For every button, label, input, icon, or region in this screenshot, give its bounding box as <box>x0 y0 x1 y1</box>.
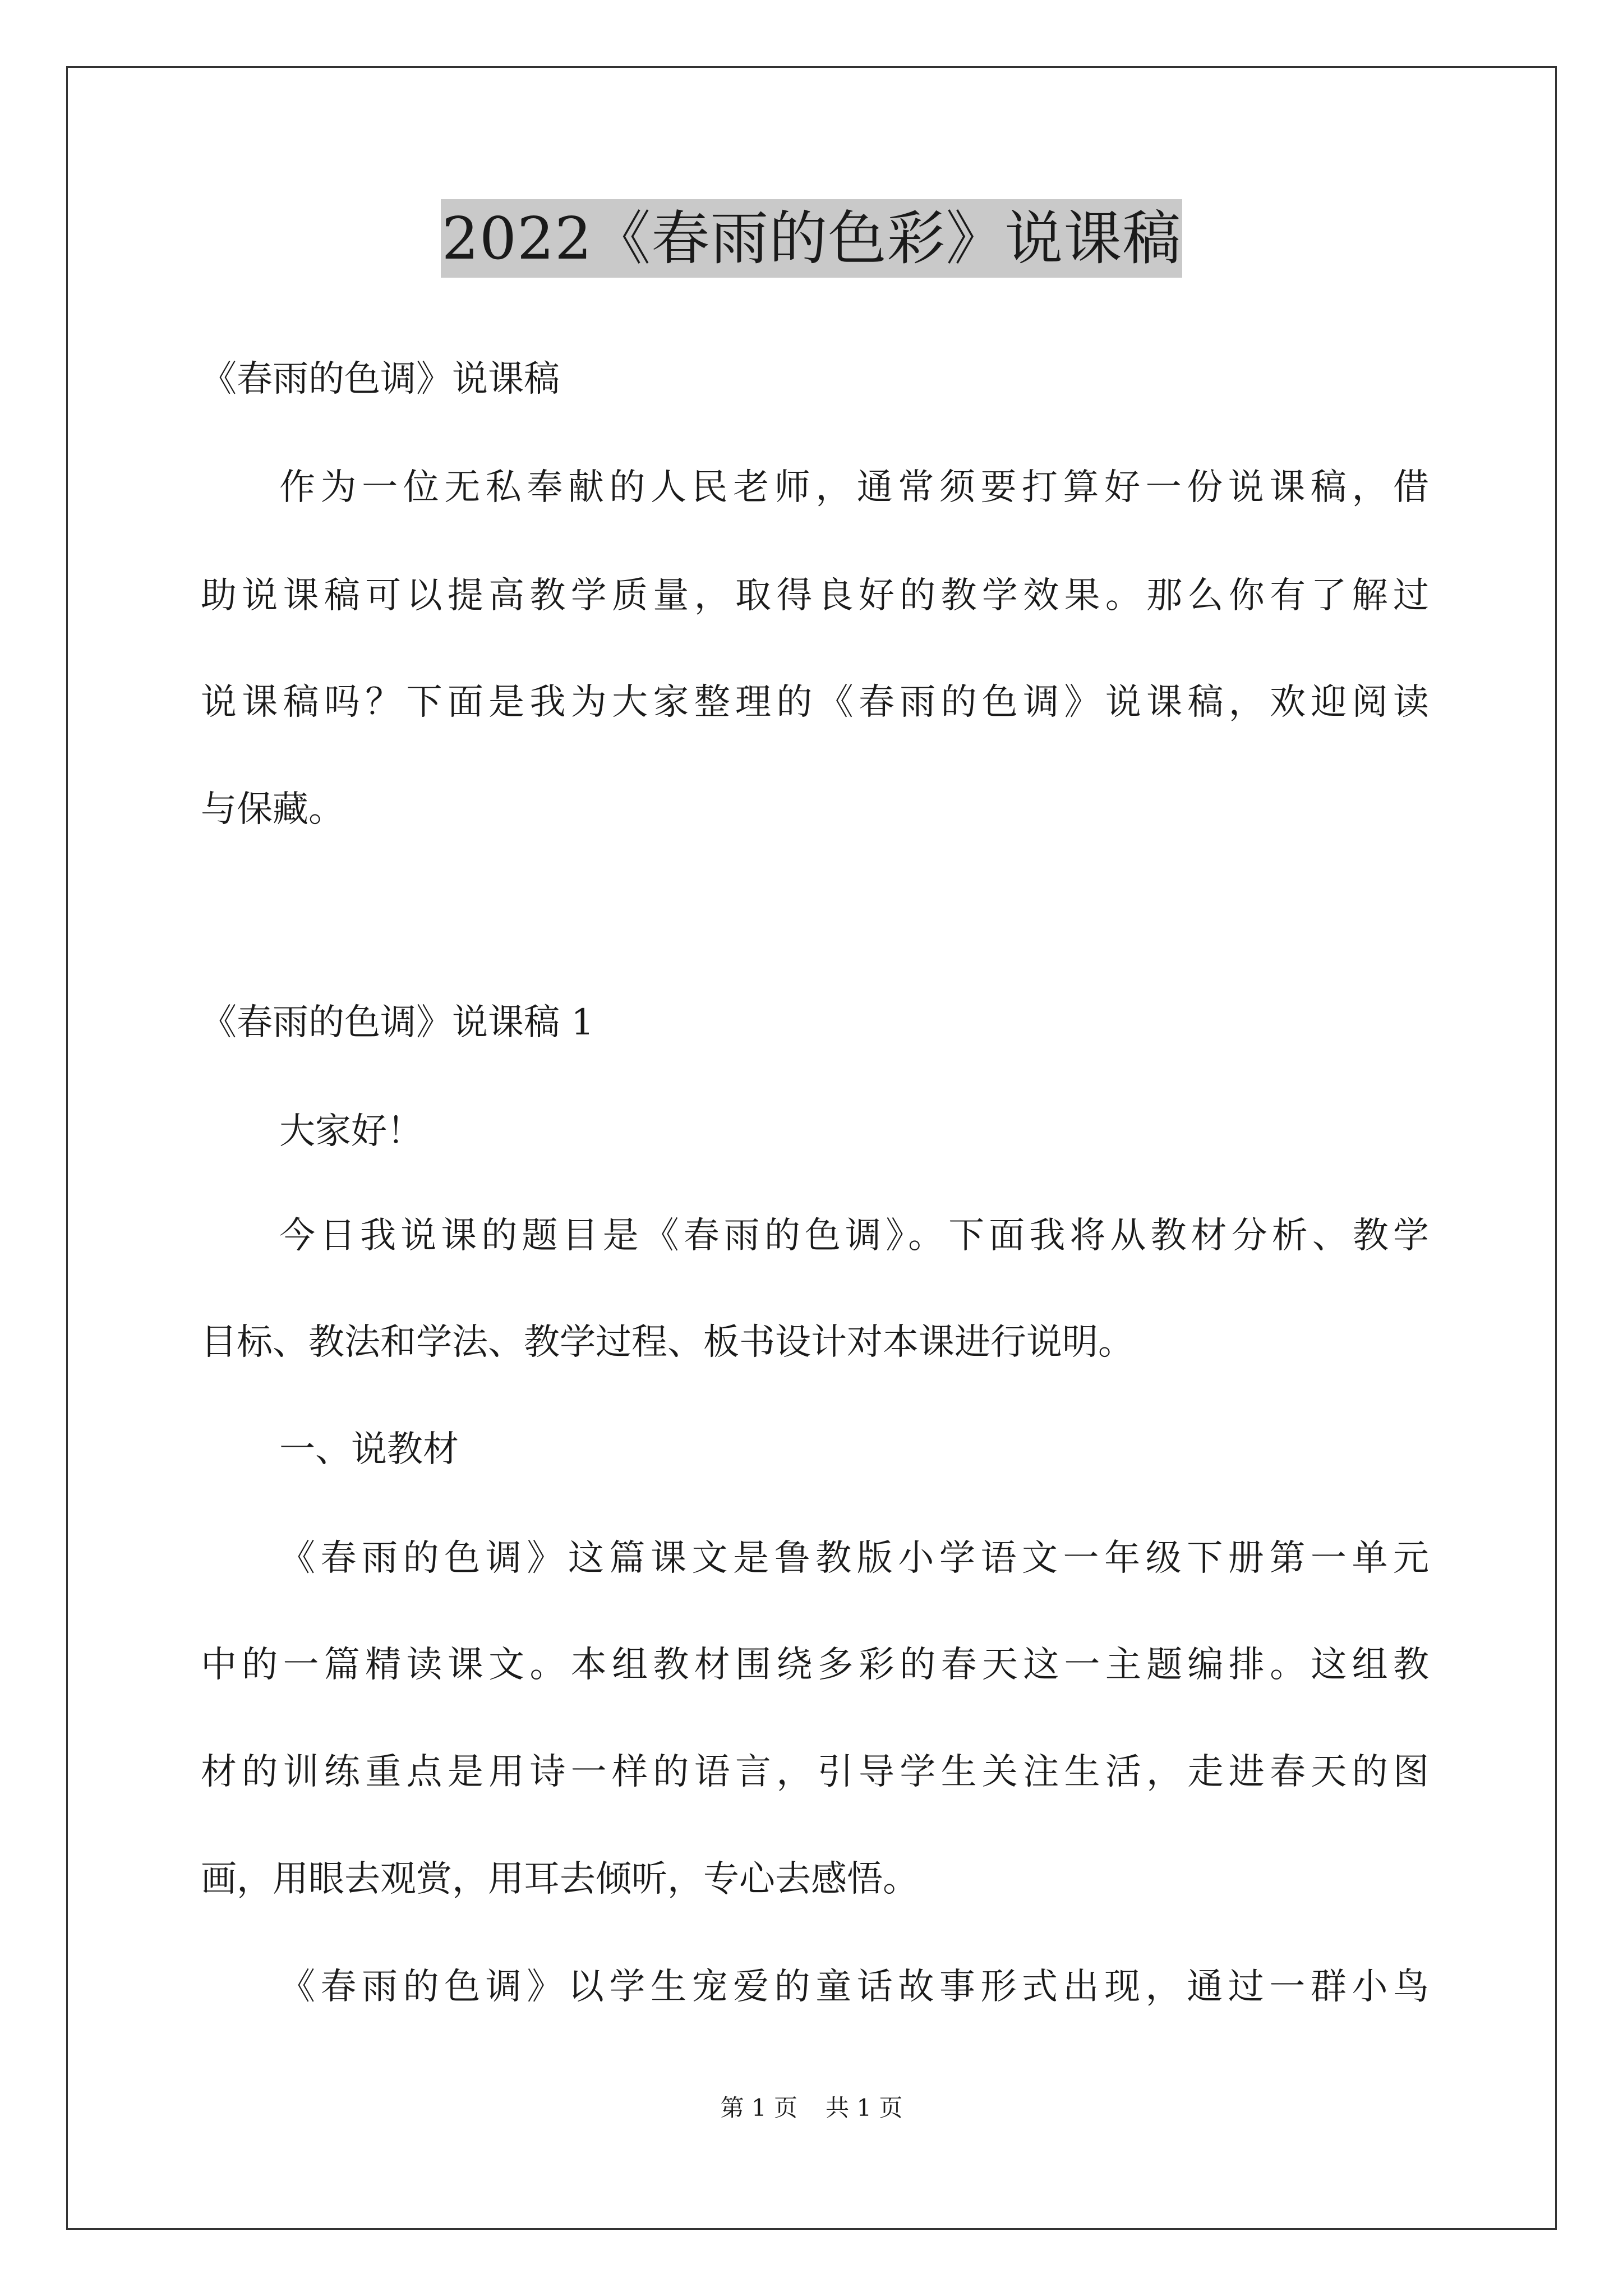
subheading: 《春雨的色调》说课稿 <box>201 358 560 400</box>
section-heading: 《春雨的色调》说课稿 1 <box>201 1002 594 1043</box>
paragraph-line: 材的训练重点是用诗一样的语言，引导学生关注生活，走进春天的图 <box>201 1751 1429 1793</box>
paragraph-line: 《春雨的色调》以学生宠爱的童话故事形式出现，通过一群小鸟 <box>279 1966 1429 2008</box>
title-container <box>0 199 1623 278</box>
page-total: 共 1 页 <box>826 2094 903 2122</box>
paragraph-line: 与保藏。 <box>201 789 344 830</box>
paragraph-line: 目标、教法和学法、教学过程、板书设计对本课进行说明。 <box>201 1322 1134 1363</box>
greeting-line: 大家好！ <box>279 1111 423 1152</box>
paragraph-line: 《春雨的色调》这篇课文是鲁教版小学语文一年级下册第一单元 <box>279 1538 1429 1579</box>
paragraph-line: 今日我说课的题目是《春雨的色调》。下面我将从教材分析、教学 <box>279 1215 1429 1257</box>
paragraph-line: 说课稿吗？下面是我为大家整理的《春雨的色调》说课稿，欢迎阅读 <box>201 682 1429 723</box>
paragraph-line: 中的一篇精读课文。本组教材围绕多彩的春天这一主题编排。这组教 <box>201 1644 1429 1686</box>
page-footer <box>0 2092 1623 2124</box>
paragraph-line: 助说课稿可以提高教学质量，取得良好的教学效果。那么你有了解过 <box>201 575 1429 616</box>
paragraph-line: 作为一位无私奉献的人民老师，通常须要打算好一份说课稿，借 <box>279 467 1429 508</box>
document-title: 2022《春雨的色彩》说课稿 <box>441 199 1183 278</box>
paragraph-line: 画，用眼去观赏，用耳去倾听，专心去感悟。 <box>201 1858 919 1900</box>
section-heading: 一、说教材 <box>279 1429 459 1470</box>
page-number: 第 1 页 <box>720 2094 797 2122</box>
